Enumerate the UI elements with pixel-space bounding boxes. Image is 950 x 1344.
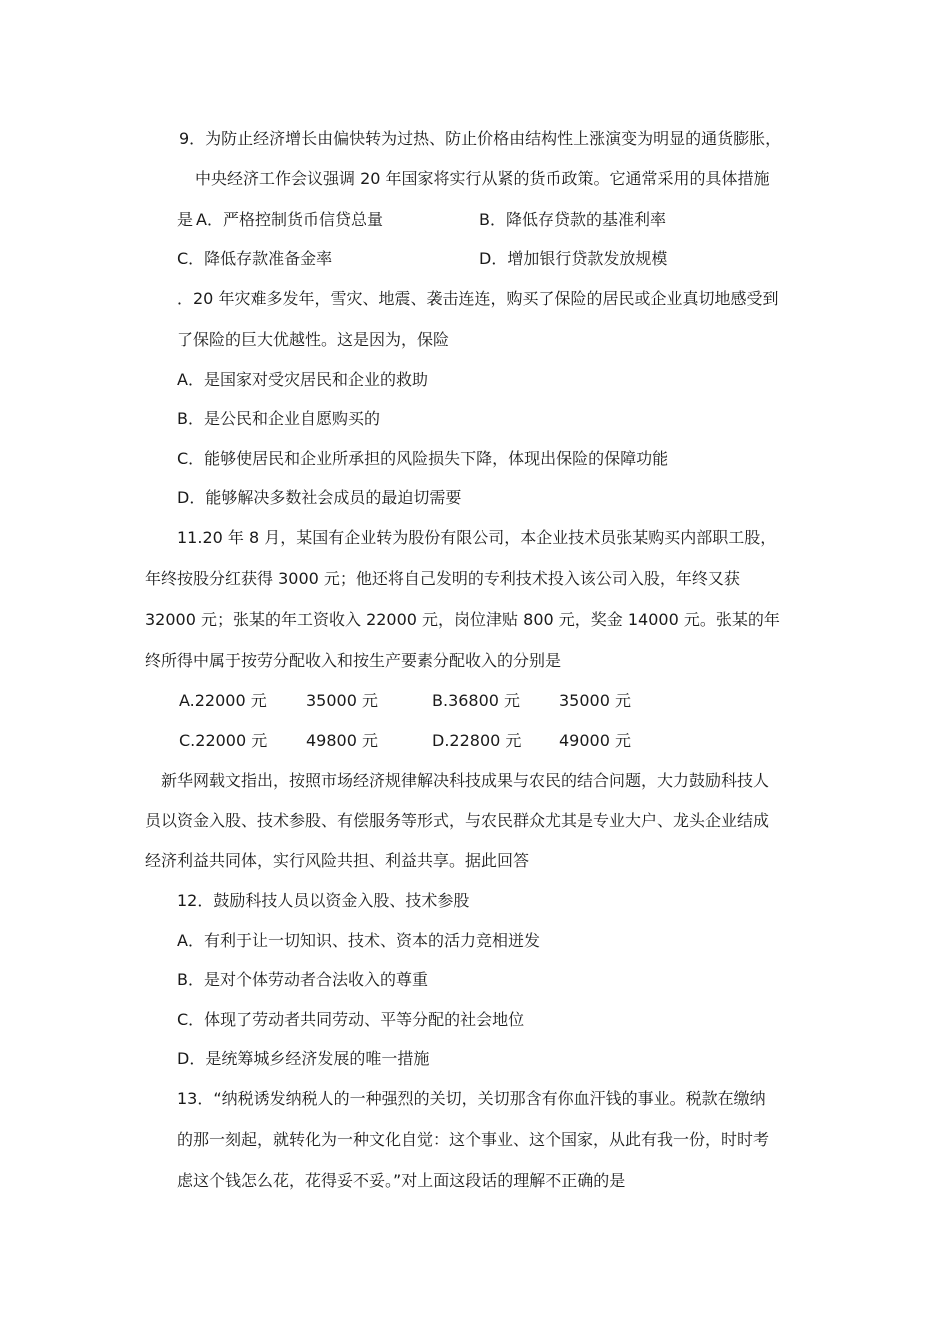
q10-stem-line2: 了保险的巨大优越性。这是因为，保险 [177,330,450,349]
q13-stem-line1: 13．“纳税诱发纳税人的一种强烈的关切，关切那含有你血汗钱的事业。税款在缴纳 [177,1089,766,1108]
q11-stem-line1: 11.20 年 8 月，某国有企业转为股份有限公司，本企业技术员张某购买内部职工股， [177,528,777,547]
q9-option-d: D．增加银行贷款发放规模 [479,249,668,268]
q12-option-b: B．是对个体劳动者合法收入的尊重 [177,970,428,989]
q10-option-a: A．是国家对受灾居民和企业的救助 [177,370,428,389]
q9-options-row1 [177,210,777,230]
q11-option-a-value2: 35000 元 [306,691,378,710]
q11-options-row2 [179,731,679,751]
q9-option-b: B．降低存贷款的基准利率 [479,210,666,229]
q12-option-a: A．有利于让一切知识、技术、资本的活力竞相迸发 [177,931,540,950]
q12-stem: 12．鼓励科技人员以资金入股、技术参股 [177,891,470,910]
q9-stem-line1: 9．为防止经济增长由偏快转为过热、防止价格由结构性上涨演变为明显的通货膨胀， [179,129,782,148]
q11-option-d-value2: 49000 元 [559,731,631,750]
q11-option-b-value1: B.36800 元 [432,691,521,710]
q11-stem-line3: 32000 元；张某的年工资收入 22000 元，岗位津贴 800 元，奖金 14000 元。张某的年 [145,610,780,629]
q9-stem-prefix: 是 [177,210,194,229]
q12-option-d: D．是统筹城乡经济发展的唯一措施 [177,1049,430,1068]
q10-stem-line1: ．20 年灾难多发年，雪灾、地震、袭击连连，购买了保险的居民或企业真切地感受到 [177,289,779,308]
q9-options-row2 [177,249,777,269]
passage-line2: 员以资金入股、技术参股、有偿服务等形式，与农民群众尤其是专业大户、龙头企业结成 [145,811,770,830]
q11-option-c-value1: C.22000 元 [179,731,268,750]
passage-line1: 新华网载文指出，按照市场经济规律解决科技成果与农民的结合问题，大力鼓励科技人 [161,771,770,790]
q12-option-c: C．体现了劳动者共同劳动、平等分配的社会地位 [177,1010,525,1029]
q11-stem-line4: 终所得中属于按劳分配收入和按生产要素分配收入的分别是 [145,651,562,670]
q11-stem-line2: 年终按股分红获得 3000 元；他还将自己发明的专利技术投入该公司入股，年终又获 [145,569,740,588]
q9-option-a: A．严格控制货币信贷总量 [196,210,383,229]
q11-option-a-value1: A.22000 元 [179,691,267,710]
q13-stem-line3: 虑这个钱怎么花，花得妥不妥。”对上面这段话的理解不正确的是 [177,1171,626,1190]
q10-option-d: D．能够解决多数社会成员的最迫切需要 [177,488,462,507]
q11-options-row1 [179,691,679,711]
q9-stem-line2: 中央经济工作会议强调 20 年国家将实行从紧的货币政策。它通常采用的具体措施 [195,169,770,188]
q10-option-c: C．能够使居民和企业所承担的风险损失下降，体现出保险的保障功能 [177,449,669,468]
passage-line3: 经济利益共同体，实行风险共担、利益共享。据此回答 [145,851,530,870]
q11-option-b-value2: 35000 元 [559,691,631,710]
q11-option-d-value1: D.22800 元 [432,731,522,750]
q13-stem-line2: 的那一刻起，就转化为一种文化自觉：这个事业、这个国家，从此有我一份，时时考 [177,1130,770,1149]
q11-option-c-value2: 49800 元 [306,731,378,750]
q10-option-b: B．是公民和企业自愿购买的 [177,409,380,428]
q9-option-c: C．降低存款准备金率 [177,249,333,268]
